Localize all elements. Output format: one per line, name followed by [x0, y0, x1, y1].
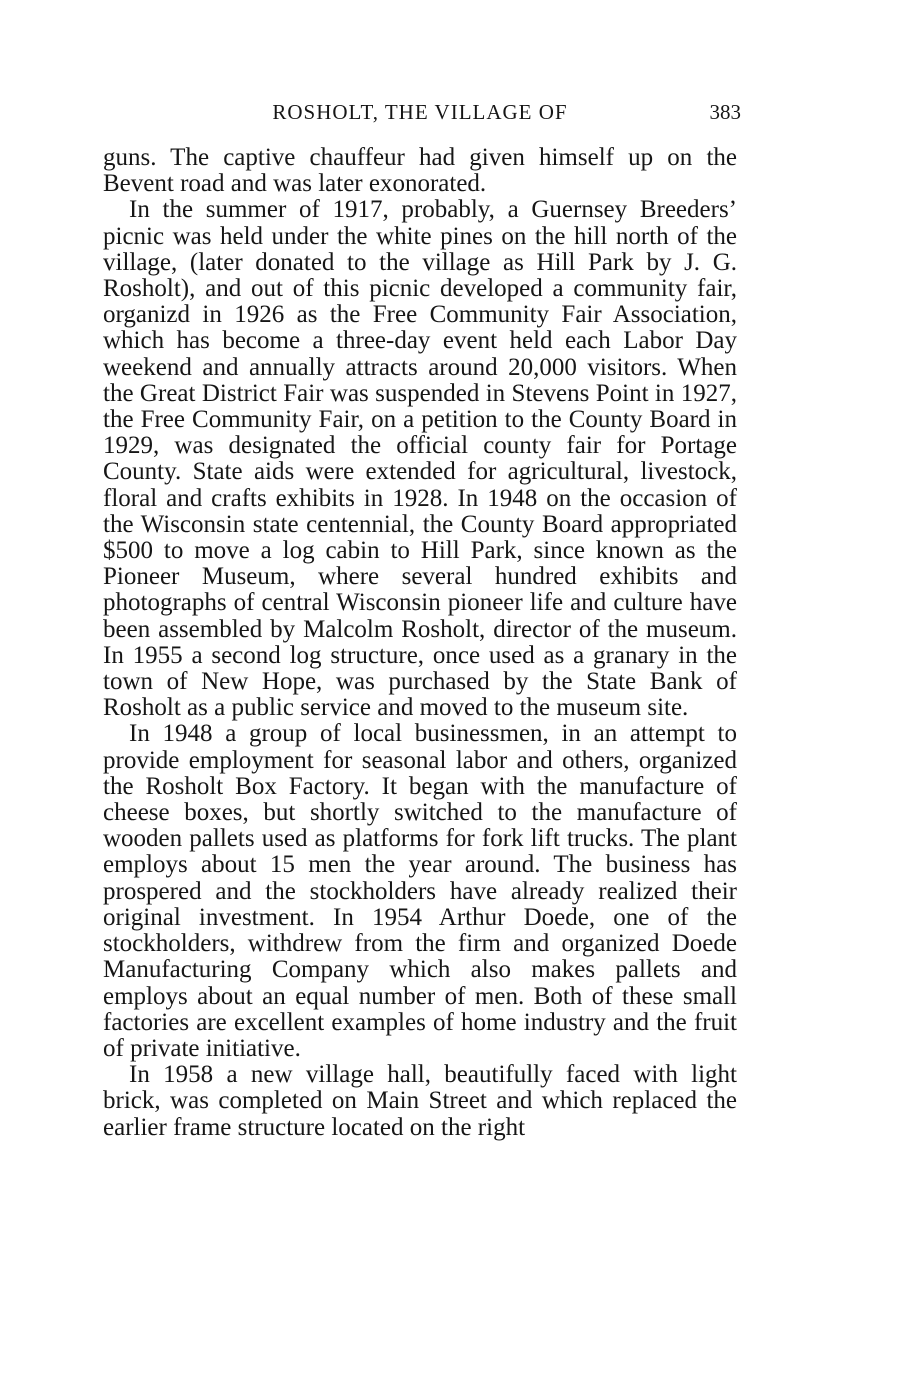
paragraph-continued: guns. The captive chauffeur had given himself up on the Bevent road and was later exonorated. — [103, 144, 737, 198]
running-head — [103, 98, 741, 128]
paragraph-village-hall: In 1958 a new village hall, beautifully faced with light brick, was completed on Main Street and which replaced the earlier frame structure located on the right — [103, 1061, 737, 1141]
body-text — [103, 145, 737, 1141]
page-number: 383 — [709, 100, 741, 124]
paragraph-box-factory: In 1948 a group of local businessmen, in an attempt to provide employment for seasonal labor and others, organized the Rosholt Box Factory. It began with the manufacture of cheese boxes, but shortly switched to the manufacture of wooden pallets used as platforms for fork lift trucks. The plant employs about 15 men the year around. The business has prospered and the stockholders have already realized their original investment. In 1954 Arthur Doede, one of the stockholders, withdrew from the firm and organized Doede Manufacturing Company which also makes pallets and employs about an equal number of men. Both of these small factories are excellent examples of home industry and the fruit of private initiative. — [103, 720, 737, 1062]
running-title: ROSHOLT, THE VILLAGE OF — [272, 100, 568, 124]
paragraph-fair-history: In the summer of 1917, probably, a Guernsey Breeders’ picnic was held under the white pines on the hill north of the village, (later donated to the village as Hill Park by J. G. Rosholt), and out of this picnic developed a community fair, organizd in 1926 as the Free Community Fair Association, which has become a three-day event held each Labor Day weekend and annually attracts around 20,000 visitors. When the Great District Fair was suspended in Stevens Point in 1927, the Free Community Fair, on a petition to the County Board in 1929, was designated the official county fair for Portage County. State aids were extended for agricultural, livestock, floral and crafts exhibits in 1928. In 1948 on the occasion of the Wisconsin state centennial, the County Board appropriated $500 to move a log cabin to Hill Park, since known as the Pioneer Museum, where several hundred exhibits and photographs of central Wisconsin pioneer life and culture have been assembled by Malcolm Rosholt, director of the museum. In 1955 a second log structure, once used as a granary in the town of New Hope, was purchased by the State Bank of Rosholt as a public service and moved to the museum site. — [103, 196, 737, 722]
